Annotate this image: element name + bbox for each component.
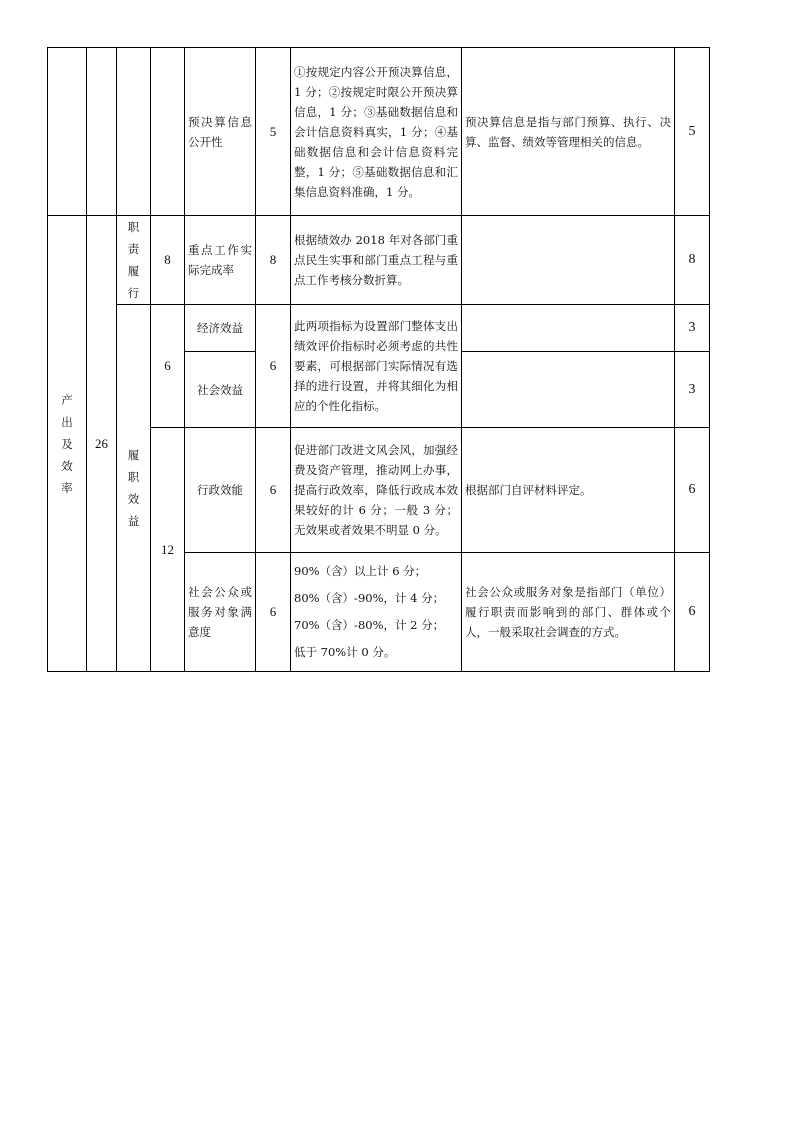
level1-cell: [48, 216, 87, 672]
score-cell: 8: [256, 216, 291, 305]
note-cell: 预决算信息是指与部门预算、执行、决算、监督、绩效等管理相关的信息。: [462, 48, 675, 216]
criteria-cell: 根据绩效办 2018 年对各部门重点民生实事和部门重点工程与重点工作考核分数折算。: [291, 216, 462, 305]
level2-cell: [117, 216, 151, 305]
evaluation-table: [47, 47, 710, 672]
note-cell: 根据部门自评材料评定。: [462, 428, 675, 553]
criteria-cell: [291, 553, 462, 672]
indicator-cell: 行政效能: [185, 428, 256, 553]
level1-label: 产出及效率: [61, 392, 73, 495]
note-cell: [462, 216, 675, 305]
score-cell: 5: [256, 48, 291, 216]
note-cell: [462, 305, 675, 352]
final-score-cell: 8: [675, 216, 710, 305]
table-row: [48, 216, 710, 305]
table-row: [48, 48, 710, 216]
score-cell: 6: [256, 428, 291, 553]
empty-cell: [48, 48, 87, 216]
criteria-cell: ①按规定内容公开预决算信息，1 分；②按规定时限公开预决算信息，1 分；③基础数据信息和会计信息资料真实，1 分；④基础数据信息和会计信息资料完整，1 分；⑤基础数据信息和汇集信息资料准确，1 分。: [291, 48, 462, 216]
level2-score-cell: 8: [151, 216, 185, 305]
final-score-cell: 6: [675, 553, 710, 672]
note-cell: [462, 352, 675, 428]
empty-cell: [87, 48, 117, 216]
indicator-cell: 社会效益: [185, 352, 256, 428]
empty-cell: [117, 48, 151, 216]
empty-cell: [151, 48, 185, 216]
level2-cell: [117, 305, 151, 672]
final-score-cell: 3: [675, 352, 710, 428]
criteria-line: 90%（含）以上计 6 分；: [294, 564, 427, 578]
final-score-cell: 3: [675, 305, 710, 352]
criteria-line: 70%（含）-80%，计 2 分；: [294, 618, 445, 632]
final-score-cell: 5: [675, 48, 710, 216]
level2-label: 职责履行: [127, 220, 140, 300]
note-cell: 社会公众或服务对象是指部门（单位）履行职责而影响到的部门、群体或个人，一般采取社会调查的方式。: [462, 553, 675, 672]
final-score-cell: 6: [675, 428, 710, 553]
criteria-line: 低于 70%计 0 分。: [294, 645, 396, 659]
indicator-cell: 经济效益: [185, 305, 256, 352]
level1-score-cell: 26: [87, 216, 117, 672]
indicator-cell: 重点工作实际完成率: [185, 216, 256, 305]
subgroup-score-cell: 6: [151, 305, 185, 428]
subgroup-score-cell: 12: [151, 428, 185, 672]
criteria-cell: 促进部门改进文风会风，加强经费及资产管理，推动网上办事，提高行政效率，降低行政成本效果较好的计 6 分；一般 3 分；无效果或者效果不明显 0 分。: [291, 428, 462, 553]
indicator-cell: 社会公众或服务对象满意度: [185, 553, 256, 672]
indicator-cell: 预决算信息公开性: [185, 48, 256, 216]
score-cell: 6: [256, 553, 291, 672]
criteria-cell: 此两项指标为设置部门整体支出绩效评价指标时必须考虑的共性要素，可根据部门实际情况有选择的进行设置，并将其细化为相应的个性化指标。: [291, 305, 462, 428]
score-cell: 6: [256, 305, 291, 428]
table-row: [48, 305, 710, 352]
criteria-line: 80%（含）-90%，计 4 分；: [294, 591, 445, 605]
level2-label: 履职效益: [127, 448, 140, 528]
